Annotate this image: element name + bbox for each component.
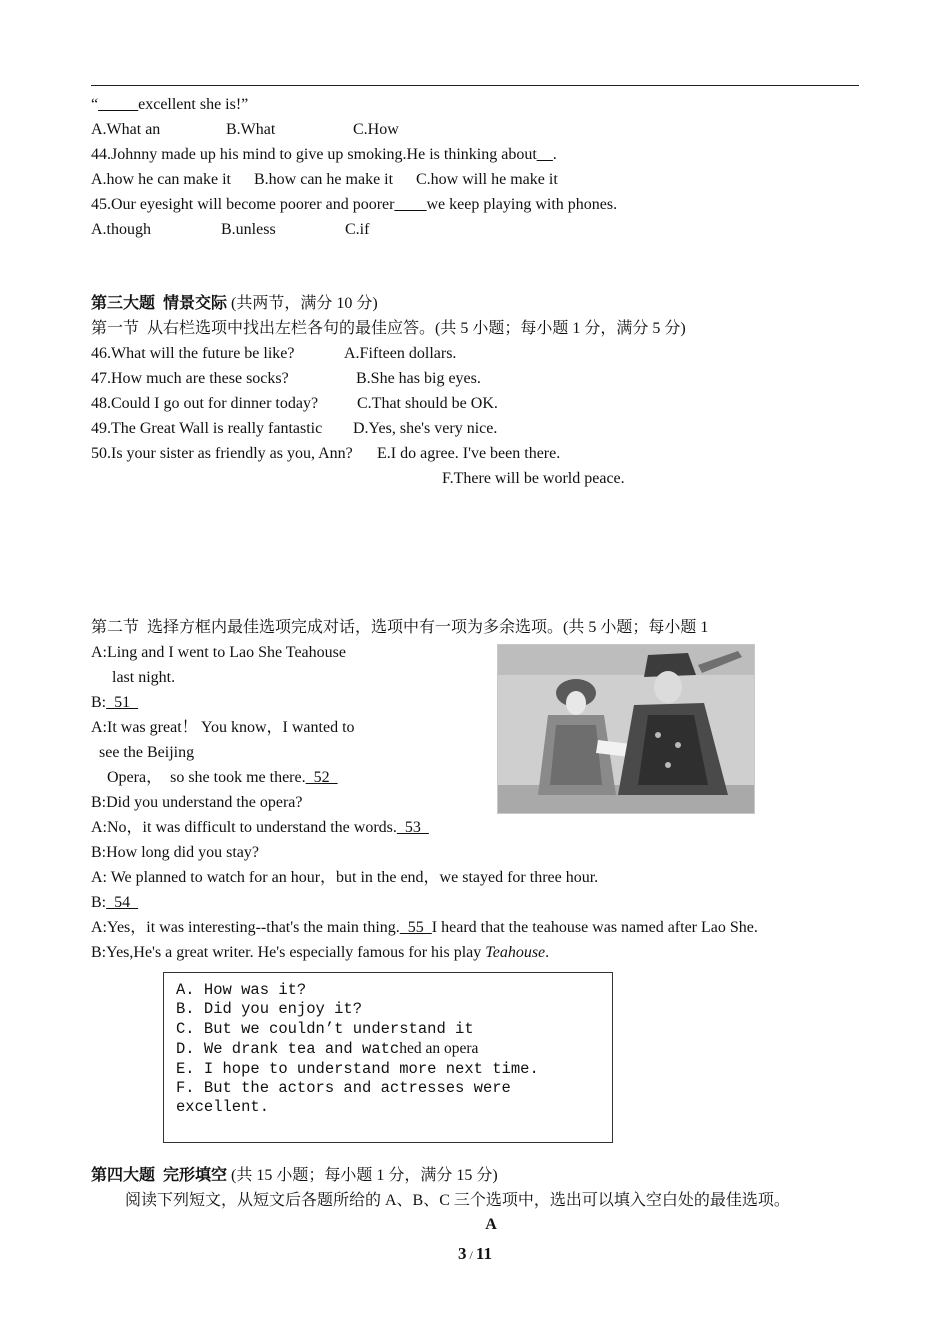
section-4-instructions: 阅读下列短文，从短文后各题所给的 A、B、C 三个选项中，选出可以填入空白处的最佳选项。	[125, 1192, 790, 1209]
section-4-heading: 第四大题 完形填空 (共 15 小题；每小题 1 分，满分 15 分)	[91, 1167, 498, 1184]
q44-option-a: A.how he can make it	[91, 171, 231, 188]
dialog-line-3c: Opera， so she took me there. 52	[107, 769, 338, 786]
options-box	[163, 972, 613, 1143]
dialog-line-3a: A:It was great！ You know，I wanted to	[91, 719, 355, 736]
dialog-line-1a: A:Ling and I went to Lao She Teahouse	[91, 644, 346, 661]
match-right-b: B.She has big eyes.	[356, 370, 481, 387]
passage-label: A	[485, 1216, 497, 1233]
dialog-line-2: B: 51	[91, 694, 139, 711]
match-right-e: E.I do agree. I've been there.	[377, 445, 561, 462]
blank-52[interactable]: 52	[305, 769, 338, 786]
question-44: 44.Johnny made up his mind to give up smoking.He is thinking about__.	[91, 146, 557, 163]
q45-option-c: C.if	[345, 221, 370, 238]
dialog-line-3b: see the Beijing	[99, 744, 195, 761]
q43-option-a: A.What an	[91, 121, 161, 138]
blank-51[interactable]: 51	[106, 694, 139, 711]
part-2-instructions: 第二节 选择方框内最佳选项完成对话，选项中有一项为多余选项。(共 5 小题；每小题 1	[91, 619, 709, 636]
match-left-49: 49.The Great Wall is really fantastic	[91, 420, 323, 437]
q45-option-a: A.though	[91, 221, 151, 238]
match-left-46: 46.What will the future be like?	[91, 345, 295, 362]
question-45: 45.Our eyesight will become poorer and poorer____we keep playing with phones.	[91, 196, 618, 213]
q45-option-b: B.unless	[221, 221, 276, 238]
box-option-e: E. I hope to understand more next time.	[176, 1059, 539, 1078]
part-1-instructions: 第一节 从右栏选项中找出左栏各句的最佳应答。(共 5 小题；每小题 1 分，满分 5 分)	[91, 320, 686, 337]
beijing-opera-photo	[497, 644, 755, 814]
box-option-d: D. We drank tea and watched an opera	[176, 1040, 479, 1059]
blank-53[interactable]: 53	[396, 819, 429, 836]
dialog-line-5: A:No，it was difficult to understand the words. 53	[91, 819, 429, 836]
dialog-line-8: B: 54	[91, 894, 139, 911]
question-43-stem: “_____excellent she is!”	[91, 96, 249, 113]
q44-option-b: B.how can he make it	[254, 171, 394, 188]
q43-option-c: C.How	[353, 121, 399, 138]
top-rule	[91, 85, 859, 86]
dialog-line-7: A: We planned to watch for an hour，but in the end，we stayed for three hour.	[91, 869, 599, 886]
box-option-f: F. But the actors and actresses were	[176, 1079, 511, 1098]
match-left-50: 50.Is your sister as friendly as you, Ann?	[91, 445, 353, 462]
dialog-line-10: B:Yes,He's a great writer. He's especially famous for his play Teahouse.	[91, 944, 550, 961]
box-option-c: C. But we couldn’t understand it	[176, 1019, 474, 1038]
box-option-b: B. Did you enjoy it?	[176, 1000, 363, 1019]
dialog-line-6: B:How long did you stay?	[91, 844, 259, 861]
dialog-line-1b: last night.	[112, 669, 176, 686]
q43-option-b: B.What	[226, 121, 276, 138]
match-left-48: 48.Could I go out for dinner today?	[91, 395, 319, 412]
q44-option-c: C.how will he make it	[416, 171, 558, 188]
match-right-a: A.Fifteen dollars.	[344, 345, 457, 362]
blank-55[interactable]: 55	[399, 919, 432, 936]
dialog-line-9: A:Yes，it was interesting--that's the main thing. 55 I heard that the teahouse was named after Lao She.	[91, 919, 758, 936]
match-right-f: F.There will be world peace.	[442, 470, 625, 487]
box-option-a: A. How was it?	[176, 981, 307, 999]
box-option-f-cont: excellent.	[176, 1098, 270, 1117]
blank-54[interactable]: 54	[106, 894, 139, 911]
match-left-47: 47.How much are these socks?	[91, 370, 289, 387]
match-right-d: D.Yes, she's very nice.	[353, 420, 498, 437]
page-number: 3 / 11	[458, 1244, 492, 1263]
match-right-c: C.That should be OK.	[357, 395, 498, 412]
section-3-heading: 第三大题 情景交际 (共两节，满分 10 分)	[91, 295, 378, 312]
dialog-line-4: B:Did you understand the opera?	[91, 794, 303, 811]
